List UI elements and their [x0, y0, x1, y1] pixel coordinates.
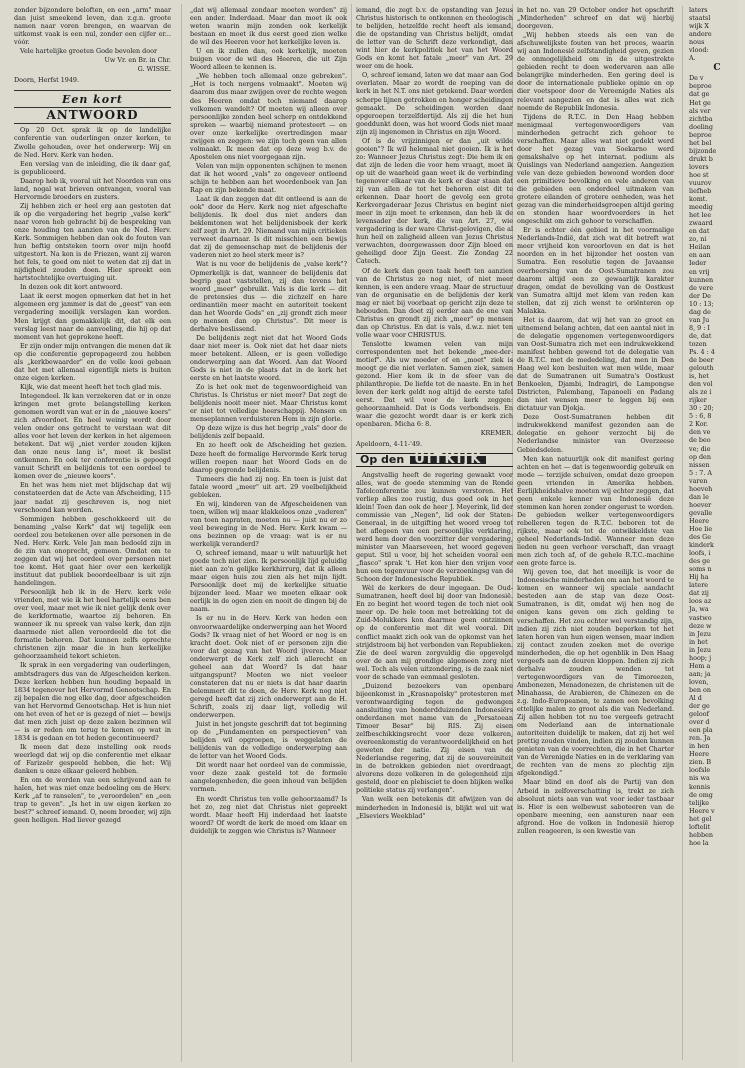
- fragment-line: des ge: [689, 557, 711, 566]
- body-paragraph: Ik meen dat deze instelling ook reeds weerlegd dat wij op die conferentie met elkaar of Farizeër gespeeld hebben, die het: Wij danken u onze elkaar geleerd hebben.: [14, 742, 171, 776]
- body-paragraph: zonder bijzondere beloften, en een „arm" maar dan juist smeekend leven, dan z.g.n. groote namen naar voren brengen, en waarvan de uitkomst vaak is een nul, zonder een cijfer er... vóór.: [14, 6, 171, 47]
- fragment-line: de beo: [689, 436, 711, 445]
- body-paragraph: Integendeel. Ik kan verzekeren dat er in onze kringen met grote belangstelling kerken genomen wordt van wat er in de „nieuwe koers" zich afvoordoet. En heel weinig wordt door velen onder ons getracht te verstaan wat dit alles voor het leven der kerken in het algemeen betekent. Dat wij „niet verder zouden kijken dan onze neus lang is", moet ik beslist ontkennen. En ook ter conferentie is gepoogd vanuit Schrift en belijdenis tot een oordeel te komen over de „nieuwe koers".: [14, 391, 171, 481]
- fragment-line: in Jezu: [689, 645, 712, 654]
- body-paragraph: O, schreef iemand, maar u wilt natuurlijk het goede toch niet zien. Ik persoonlijk lijd geluidig niet aan zo'n gelijke kerkhirrurg, dat ik alleen maar eigen huis zou zien als het mijn lijdt. Persoonlijk doet mij de kerkelijke situatie bijzonder leed. Maar we moeten elkaar ook eerlijk in de ogen zien en nooit de dingen bij de naam.: [190, 549, 347, 614]
- signature-line: Uw Vr. en Br. in Chr.: [104, 56, 171, 65]
- body-paragraph: „dat wij allemaal zondaar moeten worden" zij een ander. Inderdaad. Maar dan moet ik ook weten waarin mijn zonden ook kerkelijk bestaan en moet ik dus eerst goed zien welke de wil des Heeren voor het kerkelijke leven is.: [190, 6, 347, 47]
- body-paragraph: Er zijn onder mijn ontvangen die menen dat ik op die conferentie gepropageerd zou hebben als „kerkbewaarder" en de volle kooi gebaan dat het met allemaal eigentlijk niets is buiten onze eigen kerken.: [14, 341, 171, 382]
- fragment-line: als ze i: [689, 388, 712, 397]
- fragment-line: hoeveh: [689, 484, 713, 493]
- fragment-line: laters: [689, 6, 708, 14]
- fragment-line: De v: [689, 74, 704, 83]
- fragment-line: des Ge: [689, 533, 712, 542]
- fragment-line: lovers: [689, 162, 709, 171]
- body-paragraph: Of is de vrijzinnigen er dan „uit wilde gooien"? Ik wil helemaal niet gooien. Ik is het zo: Wanneer Jezus Christus zegt: Die hem ik en dat zijn de leden die voor hem vraagt, moet ik op uit de waarheid gaan weet ik de verbinding tegenover elkaar van de kerk er daar staan dat zij van allen de tot het behoren eist dit te erkennen. Daar hoort de gevolg een grote Kerkvergaderaar Jezus Christus en begint niet meer in zijn moet te erkennen, dan heb ik de levensader der kerk, die van Art. 27, wie vergadering is der ware Christ-gelovigen, die al hun heil en zaligheid alleen van Jezus Christus verwachten, doorgewassen door Zijn bloed en geheiligd door Zijn Geest. Zie Zondag 22 Catech.: [356, 136, 513, 266]
- fragment-line: staatsl: [689, 14, 711, 23]
- fragment-line: kunnen: [689, 275, 714, 284]
- body-paragraph: Angstvallig heeft de regering gewaakt voor alles, wat de goede stemming van de Ronde Tafelconferentie zou kunnen verstoren. Het verliep alles zoo rustig, dus goed ook in het klein! Toen dan ook de heer J. Meyerink, lid der commissie van „Negen", lid ook der Staten-Generaal, in de uitgifting het woord vroeg tot het aflegeen van een persoonlijke verklaring, werd hem door den voorzitter der vergadering, minister van Maarseveen, het woord gegeven geput. Stil u voor, bij het scheiden vooral een „fiasco" sprak 't. Het kon hier den vrijen voor hun een tegenvuur voor de verzoeningsg van de Schoon der Indonesische Republiek.: [356, 470, 513, 584]
- column-rule: [351, 4, 352, 1062]
- column-2: [190, 6, 347, 1060]
- fragment-line: 2 Kor.: [689, 420, 708, 429]
- fragment-line: gelouth: [689, 364, 714, 373]
- body-paragraph: „We hebben toch allemaal onze gebreken". „Het is toch nergens volmaakt". Moeten wij daarom dus maar zwijgen over de rechte wegen des Heeren omdat toch niemand daarop volkomen wandelt? Of moeten wij alleen over persoonlijke zonden heel scherp en ontdekkend spreken — waarbij niemand protesteert — en over onze kerkelijke overtredingen maar zwijgen en zeggen: we zijn toch geen van allen volmaakt. Ik meen dat op deze weg b.v. de Apostelen ons niet voorgegaan zijn.: [190, 72, 347, 161]
- fragment-line: Ps. 4 : 4: [689, 347, 715, 356]
- fragment-line: den vol: [689, 380, 713, 389]
- fragment-line: zo, ni: [689, 235, 707, 244]
- fragment-line: loofsle: [689, 766, 711, 775]
- fragment-line: een pla: [689, 726, 713, 735]
- body-paragraph: Op deze wijze is dus het begrip „vals" door de belijdenis zelf bepaald.: [190, 424, 347, 441]
- fragment-line: het bel: [689, 138, 712, 147]
- fragment-line: Het ge: [689, 98, 711, 107]
- fragment-line: der ge: [689, 702, 710, 711]
- body-paragraph: Er is echter één gebied in het voormalige Nederlands-Indië, dat zich wat dit betreft wat meer vrijheid kon veroorloven en dat is het noorden en in het bijzonder het oosten van Sumatra. Een resolutie tegen de Javaanse overheersing van de Oost-Sumatranen zou daarom altijd een zo gewaarlijk karakter dragen, omdat de bevolking van de Oostkust van Sumatra altijd met klem van reden kan stellen, dat zij zich wenst te oriënteren op Malakka.: [517, 226, 674, 315]
- fragment-line: over d: [689, 718, 710, 727]
- body-paragraph: En om de worden van een schrijvend aan te halen, het was niet onze bedoeling om de Herv. Kerk „af te ranselen", te „veroordelen" en „een trap te geven". „Is het in uw eigen kerken zo best?" schreef iemand. O, neem broeder, wij zijn geen heiligen. Had liever gezegd: [14, 776, 171, 825]
- fragment-line: is, het: [689, 372, 709, 381]
- fragment-line: het gel: [689, 814, 712, 823]
- fragment-line: gevalle: [689, 508, 713, 517]
- column-4: [517, 6, 674, 1060]
- fragment-line: Hem a: [689, 661, 711, 670]
- body-paragraph: Maar blind en doof als de Partij van den Arbeid in zelfoverschatting is, trekt ze zich absoluut niets aan van wat voor ieder tastbaar is. Hier is een welbewust saboteeren van de openbare meening, een aansturen naar een afgrond. Hoe de volken in Indonesië hierop zullen reageeren, is een kwestie van: [517, 778, 674, 835]
- body-paragraph: Een verslag van de inleiding, die ik daar gaf, is gepubliceerd.: [14, 159, 171, 176]
- dateline: Doorn, Herfst 1949.: [14, 76, 80, 85]
- fragment-line: 8, 9 : I: [689, 323, 710, 332]
- body-paragraph: Dit wordt naar het oordeel van de commissie, voor deze zaak gesteld tot de formele aangelegenheden, die geen inhoud van belijden vormen.: [190, 761, 347, 794]
- fragment-line: meedig: [689, 203, 713, 212]
- fragment-line: dag de: [689, 307, 711, 316]
- fragment-line: andere: [689, 30, 712, 39]
- body-paragraph: In dezen ook dit kort antwoord.: [20, 283, 123, 292]
- body-paragraph: De belijdenis zegt niet dat het Woord Gods daar niet meer is. Ook niet dat het daar niets meer betekent. Alleen, er is geen volledige onderwerping aan dat Woord. Aan dat Woord Gods is niet in de plaats dat in de kerk het eerste en het laatste woord.: [190, 333, 347, 383]
- fragment-line: dat ge: [689, 90, 710, 99]
- fragment-line: Heere v: [689, 806, 715, 815]
- author-signature: KREMER.: [480, 429, 513, 438]
- fragment-line: A.: [689, 54, 696, 63]
- body-paragraph: Laat ik eerst mogen opmerken dat het in het algemeen erg jammer is dat de „geest" van een vergadering moeilijk verslagen kan worden. Men krijgt dan gemakkelijk dit, dat elk een verslag leest naar de aanvoeling, die hij op dat moment van het geprokene heeft.: [14, 292, 171, 341]
- body-paragraph: Wij geven toe, dat het moeilijk is voor de Indonesische minderheden om aan het woord te komen en wanneer wij speciale aandacht besteden aan de stap van deze Oost-Sumatranen, is dit, omdat wij hen nog de enigen kans geven om zich gelding te verschaffen. Het zou echter wel verstandig zijn, indien zij zich niet zouden beperken tot het laten horen van hun eigen wensen, maar indien zij contact zouden zoeken met de overige minderheden, die op het ogenblik in Den Haag vergeefs aan de deuren kloppen. Indien zij zich derhalve zouden wenden tot vertegenwoordigers van de Timoreezen, Ambonezen, Menadonezen, de christenen uit de Minahassa, de Arabieren, de Chinezen en de z.g. Indo-Europeanen, te zamen een bevolking ettelijke malen zo groot als die van Nederland. Zij allen hebben tot nu toe vergeefs getracht om Nederland aan de internationale autoriteiten duidelijk te maken, dat zij het wel prettig zouden vinden, indien zij zouden kunnen genieten van de voorrechten, die in het Charter van de Verenigde Naties en in de verklaring van de rechten van de mens zo plechtig zijn afgekondigd.": [517, 568, 674, 778]
- fragment-line: dan le: [689, 492, 709, 501]
- fragment-line: kinderk: [689, 541, 714, 550]
- body-paragraph: Juist in het jongste geschrift dat tot beginning op de „Fundamenten en perspectieven" van belijden wil opgroepen, is weggelaten de belijdenis van de volledige onderwerping aan de letter van het Woord Gods.: [190, 720, 347, 761]
- body-paragraph: En wij, kinderen van de Afgescheidenen van toen, willen wij maar klakkeloos onze „vaderen" van toen napraten, moeten nu — juist nu er zo veel beweging in de Ned. Herv. Kerk kwam — ons bezinnen op de vraag: wat is er nu werkelijk veranderd?: [190, 499, 347, 549]
- fragment-line: Al d: [689, 693, 702, 702]
- fragment-line: dat zij: [689, 589, 709, 598]
- fragment-line: hoever: [689, 500, 712, 509]
- fragment-line: 30 : 20;: [689, 404, 714, 413]
- fragment-line: zien. B: [689, 758, 712, 767]
- fragment-line: hoe la: [689, 838, 709, 847]
- fragment-line: Ja, wa: [689, 605, 709, 614]
- body-paragraph: Ik sprak in een vergadering van ouderlingen, ambtsdragers dus van de Afgescheiden kerken. Deze kerken hebben hun houding bepaald in 1834 tegenover het Hervormd Genootschap. En zij bepalen die nog elke dag, door afgescheiden van het Hervormd Genootschap. Het is hun niet om het even of het er is gezegd of niet — bewijs dat men zich juist op deze zaken bezinnen wil — is er reden om terug te komen op wat in 1834 is gedaan en tot heden gecontinueerd?: [14, 661, 171, 742]
- fragment-line: vuurov: [689, 178, 712, 187]
- fragment-line: ren. Ja: [689, 734, 711, 743]
- fragment-line: der De: [689, 291, 711, 300]
- fragment-line: de beer: [689, 356, 714, 365]
- body-paragraph: Zij hebben zich er heel erg aan gestoten dat ik op die vergadering het begrip „valse kerk" naar voren heb gebracht bij de bespreking van onze houding ten aanzien van de Ned. Herv. Kerk. Sommigen hebben dan ook de fouten van hun heftig ontsteken toorn over mijn hoofd uitgestort. Na ken is de Friezen, want zij waren het fels, te goed om niet te weten dat zij dat in nijdigheid zouden doen. Hier spreekt een hartstochtelijke overtuiging uit.: [14, 201, 171, 283]
- body-paragraph: „Duizend bezoekers van openbare bijeenkomst in „Krasnapolsky" protesteren met verontwaardiging tegen de gedwongen aansluiting van honderdduizenden Indonesiërs onderdanen met name van de „Persatoean Timoer Besar" bij RIS. Zij eisen zelfbeschikkingsrecht voor deze volkeren, overeenkomstig de verantwoordelijkheid en het geweten der natie. Zij eisen van de Nederlandse regering, dat zij de souvereiniteit in de betrokken gebieden niet overdraagt, alvorens deze volkeren in de gelegenheid zijn gesteld, door en plebisciet te doen blijken welke politieke status zij verlangen".: [356, 681, 513, 795]
- section-header-uitkijk: [356, 453, 513, 467]
- article-kicker: Een kort: [61, 93, 124, 107]
- body-paragraph: Of de kerk dan geen taak heeft ten aanzien van de Christus zo nog niet, of niet meer kennen, is een andere vraag. Maar de structuur van de organisatie en de belijdenis der kerk mag er niet bij voorbaat op gericht zijn deze te hebouden. Dan doet zij eerder aan de ene van Christus en grondt zij zich „meer" op mensen dan op Christus. En dat is vals, d.w.z. niet ten volle waar voor CHRISTUS.: [356, 266, 513, 339]
- fragment-line: 5 : 6, 8: [689, 412, 712, 421]
- body-paragraph: Men kan natuurlijk ook dit manifest gering achten en het — dat is tegenwoordig gebruik en mode — terzijde schuiven, omdat deze groepen geen vrienden in Amerika hebben. Eerlijkheidshalve moeten wij echter zeggen, dat geen enkele kenner van Indonesië deze stemmen kan horen zonder ongerust te worden. De gebieden welker vertegenwoordigers rebelleren tegen de R.T.C. beboren tot de rijkste, maar ook tot de ontwikkeldste van geheel Nederlands-Indië. Wanneer men deze lieden nu geen verhoor verschaft, dan vraagt men zich toch af, of de gehele R.T.C.-machine een grote farce is.: [517, 454, 674, 568]
- body-paragraph: En wordt Christus ten volle gehoorzaamd? Is het zo, zeg niet dat Christus niet gepreekt wordt. Maar heeft Hij inderdaad het laatste woord? Of wordt de kerk de moed om klaar en duidelijk te zeggen wie Christus is? Wanneer: [190, 794, 347, 835]
- fragment-line: beproe: [689, 82, 712, 91]
- body-paragraph: „Wij hebben steeds als een van de afschuwelijkste fouten van het proces, waarin wij aan Indonesië zelfstandigheid geven, gezien de onmogelijkheid om in de uitgestrekte gebieden recht te doen wedervaren aan alle belangrijke minderheden. Een gering deel is door de internationale publieke opinie en op dier voetspoor door de Vereenigde Naties als relevant aangezien en dat is alles wat zich noemde de Republik Indonesia.: [517, 31, 674, 112]
- fragment-line: het lee: [689, 211, 712, 220]
- fragment-line: 10 : 13;: [689, 299, 714, 308]
- fragment-line: kennis: [689, 782, 711, 791]
- body-paragraph: U en ik zullen dan, ook kerkelijk, moeten buigen voor de wil des Heeren, die uit Zijn Woord alleen te kennen is.: [190, 47, 347, 72]
- fragment-line: hoop; j: [689, 653, 712, 662]
- fragment-line: loven,: [689, 677, 709, 686]
- body-paragraph: Tenslotte kwamen velen van mijn correspondenten met het bekende „mee-der-motief". Als uw moeder of en „moet" ziek is moogt ge die niet verlaten. Samen ziek, samen gezond. Hier kom ik in de sfeer van de philanthropie. De liefde tot de naaste. En in het leven der kerk geldt nog altijd de eerste tafel eerst. Dat wil voor de kerk zeggen: gehoorzaamheid. Dat is Gods verbondseis. En waar die gezocht wordt daar is er kerk zich openbaren. Micha 6: 8.: [356, 339, 513, 429]
- fragment-line: beproe: [689, 130, 712, 139]
- fragment-line: loofs, i: [689, 549, 711, 558]
- fragment-line: vlood:: [689, 46, 709, 55]
- article-body: [14, 126, 171, 824]
- fragment-line: in hen: [689, 742, 710, 751]
- column-1: [14, 6, 171, 1060]
- fragment-line: zwaard: [689, 219, 713, 228]
- fragment-line: soms n: [689, 565, 712, 574]
- fragment-line: latere: [689, 581, 709, 590]
- fragment-line: in Jezu: [689, 629, 712, 638]
- body-paragraph: O, schreef iemand, laten we dat maar aan God overlaten. Maar zo wordt de roeping van de kerk in het N.T. ons niet getekend. Daar worden scherpe lijnen getrokken en honger scheidingen gemaakt. De scheidingen worden daar opgeroepen terzelfdertijd. Als zij die het hun goeddunkt doen, was het woord Gods niet maar zijn zij ingenomen in Christus en zijn Woord.: [356, 71, 513, 136]
- body-paragraph: Zo is het ook met de tegenwoordigheid van Christus. Is Christus er niet meer? Dat zegt de belijdenis nooit meer niet. Maar Christus komt er niet tot volledige heerschappij. Mensen en menseplannen verduisteren Hem in zijn glorie.: [190, 383, 347, 424]
- article-header: [14, 90, 171, 124]
- fragment-line: en aan: [689, 251, 711, 260]
- fragment-line: geloof: [689, 710, 709, 719]
- fragment-line: nissen: [689, 460, 710, 469]
- body-paragraph: Deze Oost-Sumatranen hebben dit indrukwekkend manifest gezonden aan de delegatie en gehoor verzocht bij de Nederlandse minister van Overzeese Gebiedsdelen.: [517, 413, 674, 454]
- fragment-line: de omg: [689, 790, 713, 799]
- fragment-line: varen: [689, 476, 708, 485]
- column-rule: [181, 4, 182, 1062]
- body-paragraph: Wèl de kerkers de deur ingegaan. De Oud-Sumatranen, heeft deel bij door van Indonesië. En zo begint het woord tegen de toch niet ook meer op. De hele toon met betrekking tot de Zuid-Molukkers kon daarmee geen ontzinnen op de conferentie met dit wel vooral. Dit conflict maakt zich ook van de opkomst van het strijdstroom bij het verbonden van Republieken. Zie de deel waren zorgvuldig die opgevolgd over de aan mij grondige algemeen zorg niet wel. Toch als velen uitzondering, is de zaak niet voor de schade van eenmaal gesloten.: [356, 584, 514, 681]
- fragment-line: de, dat: [689, 331, 712, 340]
- fragment-line: de vere: [689, 283, 714, 292]
- fragment-line: doeling: [689, 122, 714, 131]
- fragment-lines: [689, 74, 745, 847]
- fragment-line: vastwo: [689, 613, 712, 622]
- dateline: Apeldoorn, 4-11-'49.: [356, 440, 422, 449]
- fragment-line: bijzonde: [689, 146, 717, 155]
- fragment-line: als ver: [689, 106, 711, 115]
- fragment-line: loos az: [689, 597, 712, 606]
- fragment-line: rijker: [689, 396, 707, 405]
- column-3: [356, 6, 513, 1060]
- section-header-prefix: Op den: [360, 452, 405, 466]
- fragment-line: loftelit: [689, 822, 711, 831]
- fragment-line: wijk X: [689, 22, 709, 31]
- fragment-line: op den: [689, 452, 711, 461]
- body-paragraph: iemand, die zegt b.v. de opstanding van Jezus Christus historisch te ontkennen en theologisch te belijden, hetzelfde recht heeft als iemand, die de opstanding van Christus belijdt, omdat de letter van de Schrift deze verkondigt, dan wint hier de kerkpolitiek het van het Woord Gods en komt het fatale „meer" van Art. 29 weer om de hoek.: [356, 6, 513, 71]
- body-paragraph: Is er nu in de Herv. Kerk van heden een onvoorwaardelijke onderwerping aan het Woord Gods? Ik vraag niet of het Woord er nog is en kracht doet. Ook niet of er personen zijn die voor dat gezag van het Woord ijveren. Maar onderwerpt de Kerk zelf zich allerecht en geheel aan dat Woord? Is dat haar uitgangspunt? Moeten we niet veeleer constateren dat nu er niets is dat haar daarin belemmert dit te doen, de Herv. Kerk nog niet geregd heeft dat zij zich onderwerpt aan de H. Schrift, zoals zij daar ligt, volledig wil onderwerpen.: [190, 614, 347, 720]
- fragment-line: en dat: [689, 227, 710, 236]
- fragment-line: den ve: [689, 428, 711, 437]
- article-title: ANTWOORD: [14, 107, 171, 122]
- fragment-line: ve; die: [689, 444, 711, 453]
- fragment-line: nous: [689, 38, 705, 47]
- fragment-line: hebben: [689, 830, 713, 839]
- body-paragraph: Op 20 Oct. sprak ik op de landelijke conferentie van ouderlingen onzer kerken, te Zwolle gehouden, over het onderwerp: Wij en de Ned. Herv. Kerk van heden.: [14, 126, 171, 159]
- body-paragraph: Velen van mijn opponenten schijnen te menen dat ik het woord „vals" zo ongeveer ontleend schijn te hebben aan het woordenboek van Jan Rap en zijn bekende maat.: [190, 161, 347, 195]
- body-paragraph: Tumeers die had zij nog. En toen is juist dat fatale woord „meer" uit art. 29 voelbelijkheid gebleken.: [190, 474, 347, 499]
- body-paragraph: En het was hem niet met blijdschap dat wij constateerden dat de Acte van Afscheiding, 115 jaar nadat zij geschreven is, nog niet verschoond kan worden.: [14, 481, 171, 514]
- body-paragraph: En zo heeft ook de Afscheiding het gezien. Deze heeft de formalige Hervormde Kerk terug willen roepen naar het Woord Gods en de daarop gegronde belijdenis.: [190, 441, 347, 474]
- body-paragraph: Daarop heb ik, vooral uit het Noorden van ons land, nogal wat brieven ontvangen, vooral van Hervormde broeders en zusters.: [14, 176, 171, 201]
- fragment-line: tozen: [689, 339, 707, 348]
- fragment-line: Heere: [689, 516, 709, 525]
- fragment-line: van Ju: [689, 315, 710, 324]
- fragment-line: deze w: [689, 621, 712, 630]
- body-paragraph: Laat ik dan zeggen dat dit ontleend is aan de ook" door de Herv. Kerk nog niet afgeschafte belijdenis. Ik doel dus niet anders dan beklemtonen wat het belijdenisboek der kerk zelf zegt in Art. 29. Niemand van mijn critieken verweet daarnaar. Is dit misschien een bewijs dat zij de gemeenschap met de belijdenis der vaderen niet zo heel sterk meer is?: [190, 195, 347, 260]
- fragment-line: Hij ha: [689, 573, 709, 582]
- fragment-line: nis wa: [689, 774, 710, 783]
- body-paragraph: Wat is nu voor de belijdenis de „valse kerk"? Opmerkelijk is dat, wanneer de belijdenis dat begrip gaat vaststellen, zij dan tevens het woord „meer" gebruikt. Vals is die kerk — dit de pretensies dus — die zichzelf en hare ordinantiën meer macht en autoriteit toekent dan het Woorde Gods" en „zij grondt zich meer op mensen dan op Christus". Dit meer is derhalve beslissend.: [190, 260, 347, 333]
- fragment-line: komt.: [689, 195, 708, 204]
- body-paragraph: Kijk, wie dat meent heeft het toch glad mis.: [20, 382, 162, 391]
- fragment-heading: C: [713, 63, 721, 74]
- fragment-line: ben on: [689, 685, 711, 694]
- fragment-line: zichtba: [689, 114, 713, 123]
- fragment-line: Heere: [689, 750, 709, 759]
- body-paragraph: Het is daarom, dat wij het van zo groot en uitnemend belang achten, dat een aantal niet in de delegatie opgenomen vertegenwoordigers van Oost-Sumatra zich met een indrukwekkend manifest hebben gewend tot de delegatie van de R.T.C. met de mededeling, dat men in Den Haag wel kon besluiten wat men wilde, maar dat de Sumatranen uit Sumatra's Oostkust Benkoelen, Djambi, Indragiri, de Lampongse Districten, Palembang, Tapanoeli en Padang dan niet wensen meer te leggen bij een dictatuur van Djokja.: [517, 315, 674, 413]
- fragment-line: Ieder: [689, 259, 707, 268]
- fragment-line: en vrij: [689, 267, 710, 276]
- body-paragraph: in het no. van 29 October onder het opschrift „Minderheden" schreef en dat wij hierbij doorgeven.: [517, 6, 674, 31]
- fragment-line: 5 : 7. A: [689, 468, 713, 477]
- column-5-fragment: [682, 6, 745, 1060]
- fragment-line: hoe st: [689, 170, 709, 179]
- fragment-line: drukt b: [689, 154, 713, 163]
- fragment-line: Hoe lie: [689, 525, 713, 533]
- fragment-line: in het: [689, 637, 708, 646]
- signature-name: G. WISSE.: [137, 65, 171, 74]
- fragment-line: Heilan: [689, 243, 711, 252]
- body-paragraph: Vele hartelijke groeten Gode bevolen door: [20, 47, 158, 56]
- fragment-line: telijke: [689, 798, 710, 807]
- body-paragraph: Sommigen hebben geschokkeerd uit de benaming „valse Kerk" dat wij tegelijk een oordeel zou betekenen over alle personen in de Ned. Herv. Kerk. Vele Jan man bedoeld zijn in de zin van onoprecht, gemeen. Omdat om te zeggen dat wij het oordeel over personen niet toe komt. Het gaat hier over een kerkelijk instituut dat publiek beoordeelbaar is uit zijn handelingen.: [14, 514, 171, 587]
- body-paragraph: Tijdens de R.T.C. in Den Haag hebben menigmaal vertegenwoordigers van minderheden getracht zich gehoor te verschaffen. Maar alles wat niet gedekt werd door het gezag van Soekarno werd gemakshalve op het internat. podium als Quislings van Nederland aangezien. Aangezien vele van deze gebieden bewoond worden door een primitieve bevolking en vele anderen van die gebieden een onderdeel uitmaken van grotere eilanden of grotere eenheden, was het gezag van die minderheidsgroepen altijd gering en stonden haar woordvoerders in het ongeschikt om zich gehoor te verschaffen.: [517, 112, 674, 226]
- section-header-title: UITKIJK: [410, 456, 486, 464]
- body-paragraph: Van welk een betekenis dit afwijzen van de minderheden in Indonesië is, blijkt wel uit wat „Elseviers Weekblad": [356, 795, 513, 820]
- fragment-line: aan; ja: [689, 669, 711, 678]
- fragment-line: liefheb: [689, 187, 712, 196]
- body-paragraph: Persoonlijk heb ik in de Herv. kerk vele vrienden, met wie ik het heel hartelijk eens ben over veel, maar met wie ik niet gelijk denk over de kerkformatie, waartoe zij behoren. En wanneer ik nu spreek van valse kerk, dan zijn daarmede niet allen veroordeeld die tot die formatie behoren. Dat kunnen zelfs oprechte christenen zijn maar die in hun kerkelijke gehoorzaamheid tekort schieten.: [14, 588, 171, 661]
